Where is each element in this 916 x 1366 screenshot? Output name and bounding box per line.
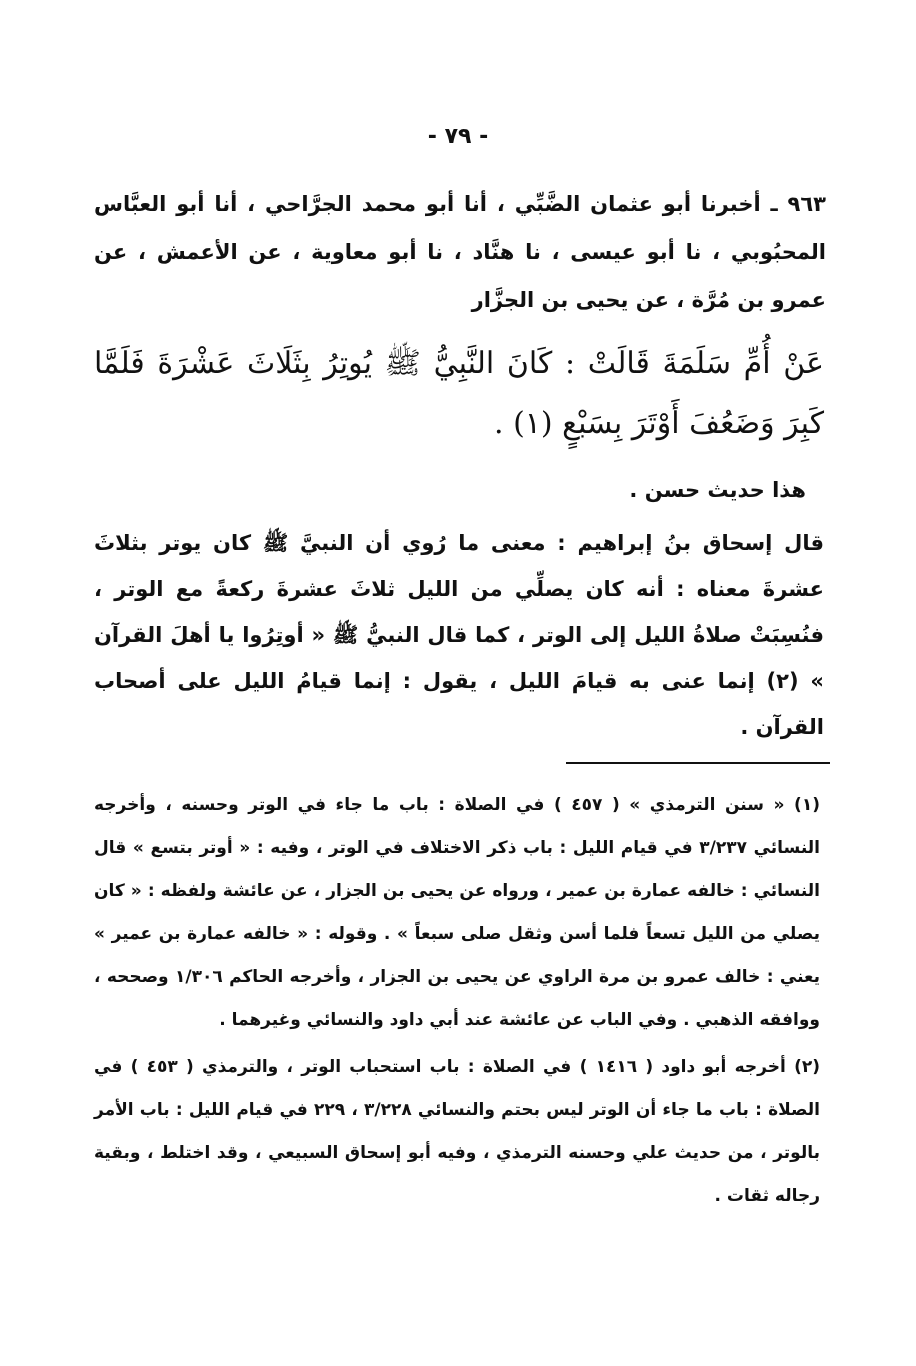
- footnotes-section: [94, 784, 820, 1222]
- footnote-1: (١) « سنن الترمذي » ( ٤٥٧ ) في الصلاة : باب ما جاء في الوتر وحسنه ، وأخرجه النسائي ٣/٢٣٧ في قيام الليل : باب ذكر الاختلاف في الوتر ، وفيه : « أوتر بتسع » قال النسائي : خالفه عمارة بن عمير ، ورواه عن يحيى بن الجزار ، عن عائشة ولفظه : « كان يصلي من الليل تسعاً فلما أسن وثقل صلى سبعاً » . وقوله : « خالفه عمارة بن عمير » يعني : خالف عمرو بن مرة الراوي عن يحيى بن الجزار ، وأخرجه الحاكم ١/٣٠٦ وصححه ، ووافقه الذهبي . وفي الباب عن عائشة عند أبي داود والنسائي وغيرهما .: [94, 795, 821, 1030]
- footnote-2: (٢) أخرجه أبو داود ( ١٤١٦ ) في الصلاة : باب استحباب الوتر ، والترمذي ( ٤٥٣ ) في الصلاة : باب ما جاء أن الوتر ليس بحتم والنسائي ٣/٢٢٨ ، ٢٢٩ في قيام الليل : باب الأمر بالوتر ، من حديث علي وحسنه الترمذي ، وفيه أبو إسحاق السبيعي ، وقد اختلط ، وبقية رجاله ثقات .: [94, 1057, 821, 1206]
- footnote-divider: [566, 762, 830, 764]
- hadith-text: عَنْ أُمِّ سَلَمَةَ قَالَتْ : كَانَ النَّبِيُّ ﷺ يُوتِرُ بِثَلَاثَ عَشْرَةَ فَلَمَّا كَبِرَ وَضَعُفَ أَوْتَرَ بِسَبْعٍ (١) .: [94, 346, 824, 441]
- commentary-paragraph: قال إسحاق بنُ إبراهيم : معنى ما رُوي أن النبيَّ ﷺ كان يوتر بثلاثَ عشرةَ معناه : أنه كان يصلِّي من الليل ثلاثَ عشرةَ ركعةً مع الوتر ، فنُسِبَتْ صلاةُ الليل إلى الوتر ، كما قال النبيُّ ﷺ « أوتِرُوا يا أهلَ القرآن » (٢) إنما عنى به قيامَ الليل ، يقول : إنما قيامُ الليل على أصحاب القرآن .: [94, 531, 824, 739]
- hadith-grading: هذا حديث حسن .: [629, 478, 806, 502]
- page-number: - ٧٩ -: [427, 124, 489, 149]
- hadith-isnad: ٩٦٣ ـ أخبرنا أبو عثمان الضَّبِّي ، أنا أبو محمد الجرَّاحي ، أنا أبو العبَّاس المحبُوبي ، نا أبو عيسى ، نا هنَّاد ، نا أبو معاوية ، عن الأعمش ، عن عمرو بن مُرَّة ، عن يحيى بن الجزَّار: [94, 192, 826, 312]
